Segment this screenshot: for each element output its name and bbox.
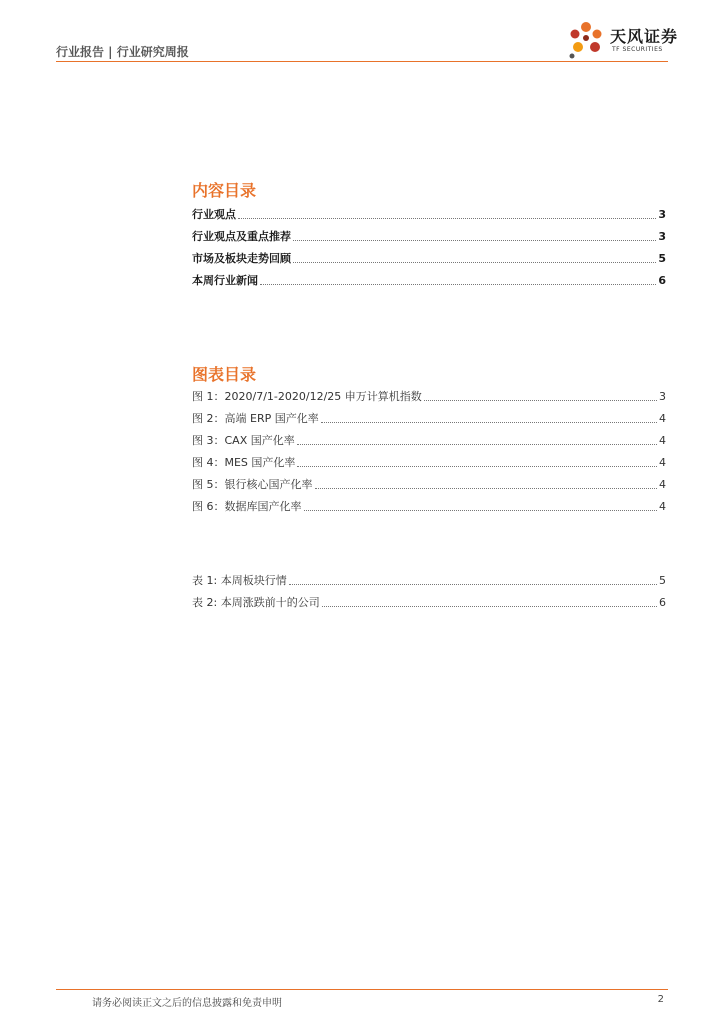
toc-item-page: 3	[658, 230, 666, 243]
figure-list-item[interactable]	[192, 432, 666, 448]
dot-leader	[293, 239, 656, 241]
dot-leader	[315, 487, 658, 489]
figure-list-item[interactable]	[192, 454, 666, 470]
toc-item[interactable]	[192, 206, 666, 222]
figure-list-item[interactable]	[192, 498, 666, 514]
figure-list-item[interactable]	[192, 410, 666, 426]
table-item-page: 6	[659, 596, 666, 609]
dot-leader	[260, 283, 656, 285]
figure-item-page: 4	[659, 478, 666, 491]
dot-leader	[424, 399, 657, 401]
dot-leader	[297, 443, 657, 445]
figure-item-page: 4	[659, 500, 666, 513]
figure-item-page: 4	[659, 434, 666, 447]
table-item-page: 5	[659, 574, 666, 587]
dot-leader	[322, 605, 657, 607]
toc-item[interactable]	[192, 250, 666, 266]
logo-english-name: TF SECURITIES	[612, 46, 663, 53]
dot-leader	[321, 421, 657, 423]
page-number: 2	[657, 994, 664, 1005]
figures-title: 图表目录	[192, 365, 257, 384]
figure-list-item[interactable]	[192, 476, 666, 492]
table-item-label: 表 2: 本周涨跌前十的公司	[192, 596, 320, 609]
table-list-item[interactable]	[192, 572, 666, 588]
toc-item-label: 市场及板块走势回顾	[192, 252, 291, 265]
toc-item[interactable]	[192, 228, 666, 244]
dot-leader	[289, 583, 657, 585]
toc-item[interactable]	[192, 272, 666, 288]
table-item-label: 表 1: 本周板块行情	[192, 574, 287, 587]
toc-item-page: 5	[658, 252, 666, 265]
footer-disclaimer: 请务必阅读正文之后的信息披露和免责申明	[92, 998, 282, 1009]
figure-item-page: 3	[659, 390, 666, 403]
figure-item-page: 4	[659, 412, 666, 425]
logo-chinese-name: 天风证券	[610, 27, 679, 46]
toc-item-label: 行业观点及重点推荐	[192, 230, 291, 243]
toc-item-label: 行业观点	[192, 208, 236, 221]
figure-item-label: 图 6：数据库国产化率	[192, 500, 302, 513]
company-logo	[566, 18, 679, 62]
figure-item-label: 图 5：银行核心国产化率	[192, 478, 313, 491]
figure-list-item[interactable]	[192, 388, 666, 404]
dot-leader	[297, 465, 657, 467]
figure-item-label: 图 1：2020/7/1-2020/12/25 申万计算机指数	[192, 390, 422, 403]
header-breadcrumb: 行业报告 | 行业研究周报	[56, 45, 189, 59]
figure-item-label: 图 4：MES 国产化率	[192, 456, 296, 469]
table-list-item[interactable]	[192, 594, 666, 610]
flower-logo-icon	[566, 18, 608, 62]
dot-leader	[238, 217, 656, 219]
contents-title: 内容目录	[192, 181, 257, 200]
toc-item-label: 本周行业新闻	[192, 274, 258, 287]
figure-item-label: 图 3：CAX 国产化率	[192, 434, 295, 447]
figure-item-page: 4	[659, 456, 666, 469]
figure-item-label: 图 2：高端 ERP 国产化率	[192, 412, 319, 425]
dot-leader	[304, 509, 658, 511]
toc-item-page: 6	[658, 274, 666, 287]
dot-leader	[293, 261, 656, 263]
toc-item-page: 3	[658, 208, 666, 221]
footer-divider	[56, 989, 668, 990]
